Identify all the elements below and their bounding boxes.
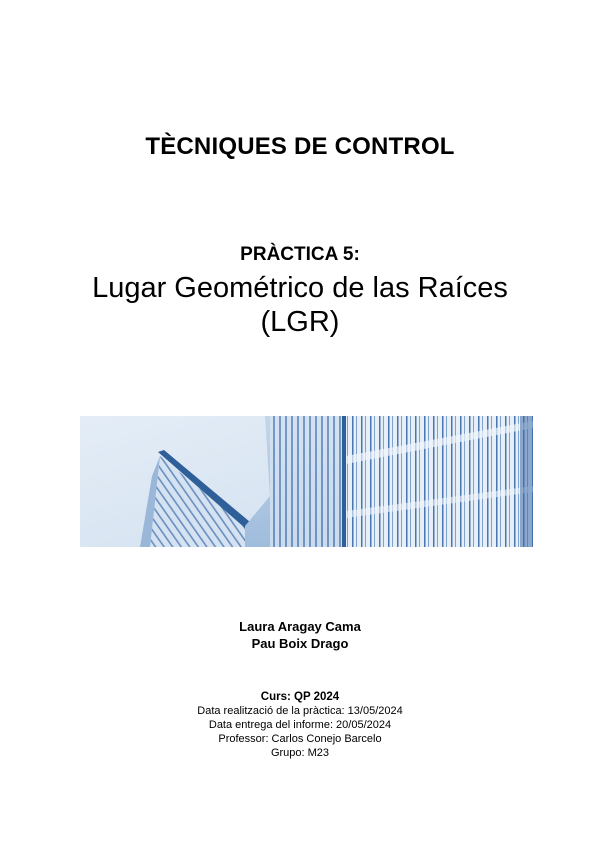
subject-title: TÈCNIQUES DE CONTROL <box>145 133 455 160</box>
authors-block <box>0 618 600 652</box>
practice-title-line-2: (LGR) <box>260 306 340 338</box>
report-details <box>0 690 600 760</box>
building-facade-illustration <box>80 416 533 547</box>
practice-number: PRÀCTICA 5: <box>240 244 360 265</box>
date-done-line: Data realització de la pràctica: 13/05/2024 <box>197 705 403 717</box>
professor-line: Professor: Carlos Conejo Barcelo <box>218 733 382 745</box>
author-name: Pau Boix Drago <box>251 636 349 651</box>
building-banner-image <box>80 416 533 547</box>
practice-title-line-1: Lugar Geométrico de las Raíces <box>92 272 508 304</box>
date-delivered-line: Data entrega del informe: 20/05/2024 <box>208 719 392 731</box>
group-line: Grupo: M23 <box>270 747 330 759</box>
author-name: Laura Aragay Cama <box>239 619 361 634</box>
practice-title <box>0 271 600 339</box>
course-line: Curs: QP 2024 <box>260 691 340 703</box>
